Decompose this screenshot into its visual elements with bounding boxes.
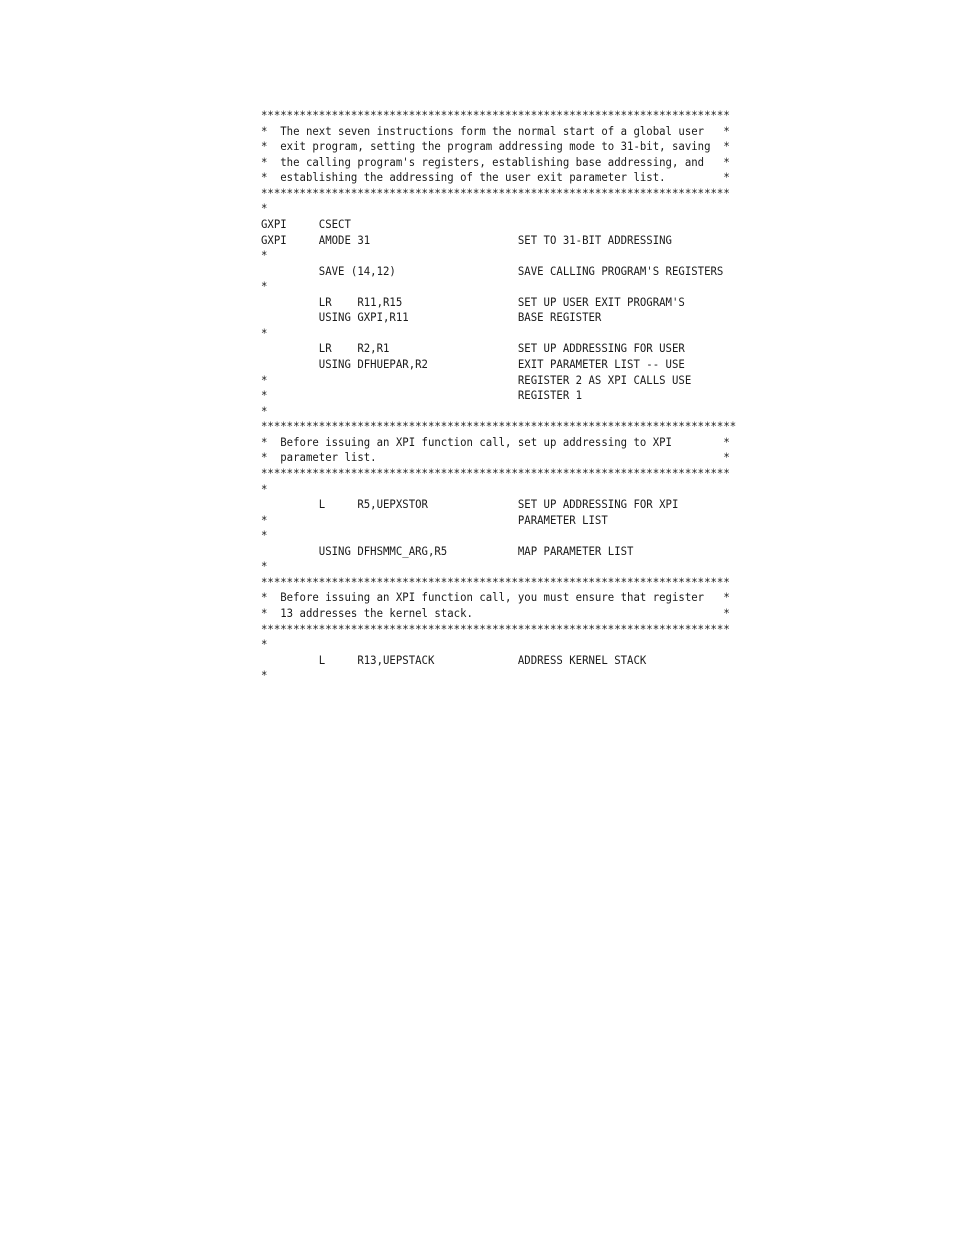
- code-line: *************************************************************************: [261, 465, 730, 480]
- code-line: USING DFHSMMC_ARG,R5 MAP PARAMETER LIST: [261, 543, 634, 558]
- code-line: L R5,UEPXSTOR SET UP ADDRESSING FOR XPI: [261, 497, 679, 512]
- code-line: * REGISTER 2 AS XPI CALLS USE: [261, 372, 692, 387]
- code-line: USING DFHUEPAR,R2 EXIT PARAMETER LIST -- USE: [261, 357, 685, 371]
- code-line: *************************************************************************: [261, 621, 730, 636]
- code-line: * Before issuing an XPI function call, set up addressing to XPI *: [261, 434, 730, 449]
- code-line: *: [261, 325, 268, 340]
- code-line: * establishing the addressing of the user exit parameter list. *: [261, 170, 730, 185]
- code-line: * REGISTER 1: [261, 388, 583, 403]
- code-line: L R13,UEPSTACK ADDRESS KERNEL STACK: [261, 652, 647, 667]
- code-line: *************************************************************************: [261, 574, 730, 589]
- code-line: SAVE (14,12) SAVE CALLING PROGRAM'S REGISTERS: [261, 263, 724, 278]
- code-line: * The next seven instructions form the normal start of a global user *: [261, 123, 730, 138]
- code-line: GXPI CSECT: [261, 216, 351, 231]
- code-line: *: [261, 528, 268, 543]
- code-line: *************************************************************************: [261, 108, 730, 122]
- code-line: *: [261, 403, 268, 418]
- code-line: LR R11,R15 SET UP USER EXIT PROGRAM'S: [261, 294, 685, 309]
- code-line: *************************************************************************: [261, 185, 730, 200]
- code-line: * parameter list. *: [261, 450, 730, 465]
- code-line: *: [261, 248, 268, 263]
- code-line: *: [261, 559, 268, 574]
- code-line: LR R2,R1 SET UP ADDRESSING FOR USER: [261, 341, 685, 356]
- code-line: *: [261, 481, 268, 496]
- code-line: *: [261, 279, 268, 294]
- code-line: * Before issuing an XPI function call, you must ensure that register *: [261, 590, 730, 605]
- code-line: * the calling program's registers, establishing base addressing, and *: [261, 154, 730, 169]
- code-line: * exit program, setting the program addressing mode to 31-bit, saving *: [261, 139, 730, 154]
- code-line: USING GXPI,R11 BASE REGISTER: [261, 310, 602, 325]
- code-line: GXPI AMODE 31 SET TO 31-BIT ADDRESSING: [261, 232, 672, 247]
- code-line: *: [261, 201, 268, 216]
- code-line: **************************************************************************: [261, 419, 737, 434]
- code-line: *: [261, 668, 268, 683]
- code-line: *: [261, 637, 268, 652]
- code-line: * 13 addresses the kernel stack. *: [261, 606, 730, 620]
- assembler-code-listing: [261, 108, 778, 684]
- code-line: * PARAMETER LIST: [261, 512, 608, 527]
